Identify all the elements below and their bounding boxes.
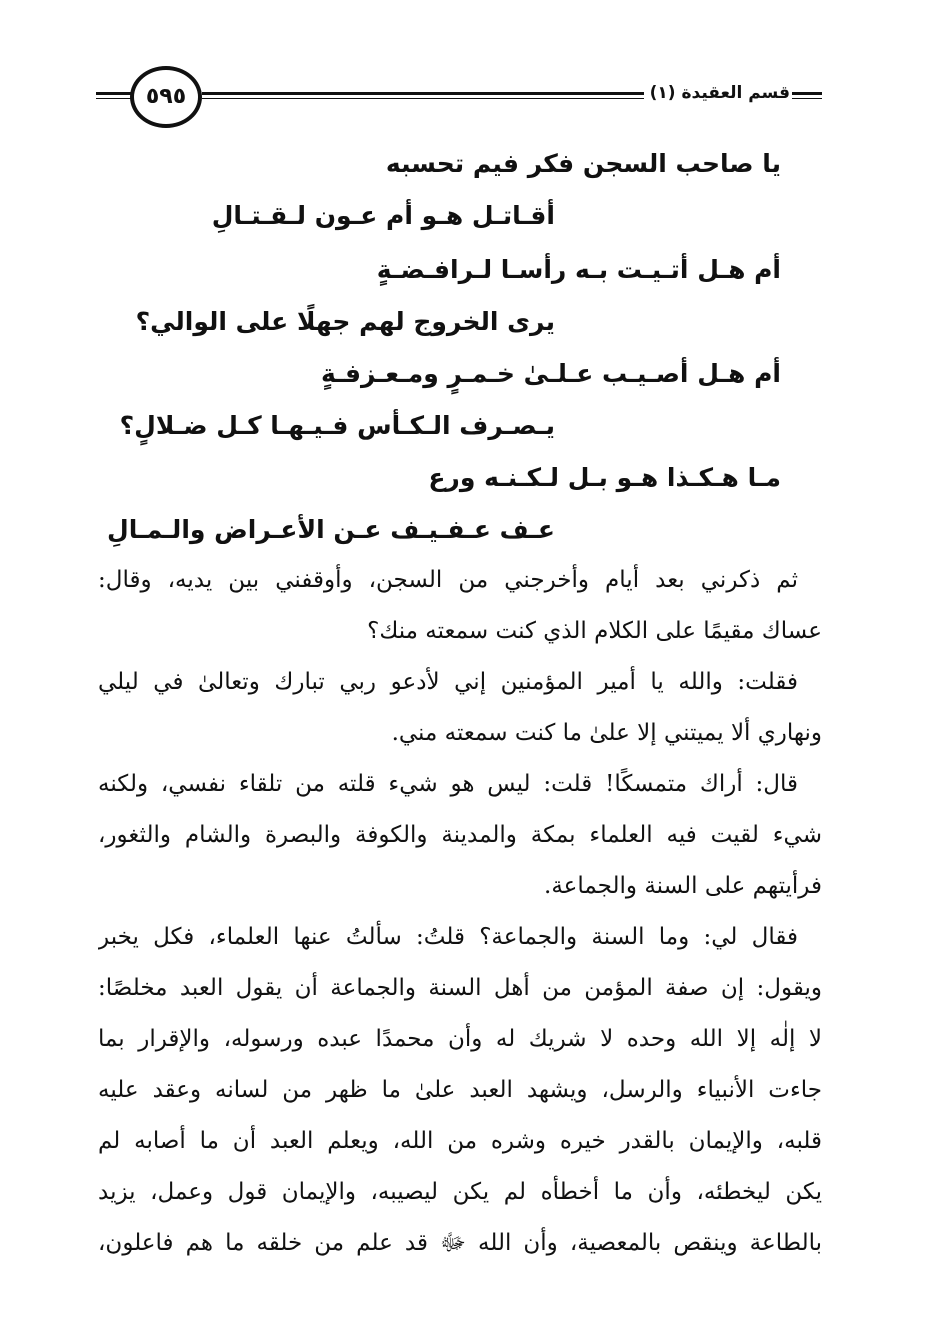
poem-line: يا صاحب السجن فكر فيم تحسبه xyxy=(385,149,781,178)
body-line: قلبه، والإيمان بالقدر خيره وشره من الله، ويعلم العبد أن ما أصابه لم xyxy=(98,1128,822,1154)
body-line: فرأيتهم على السنة والجماعة. xyxy=(544,873,822,899)
body-line: يكن ليخطئه، وأن ما أخطأه لم يكن ليصيبه، والإيمان قول وعمل، يزيد xyxy=(98,1179,822,1205)
body-line: شيء لقيت فيه العلماء بمكة والمدينة والكوفة والبصرة والشام والثغور، xyxy=(98,822,822,848)
poem-line: أم هـل أتـيـت بـه رأسـا لـرافـضـةٍ xyxy=(376,255,781,284)
body-line: ونهاري ألا يميتني إلا علىٰ ما كنت سمعته مني. xyxy=(391,720,822,746)
body-line: فقال لي: وما السنة والجماعة؟ قلتُ: سألتُ عنها العلماء، فكل يخبر xyxy=(98,924,798,950)
body-line: عساك مقيمًا على الكلام الذي كنت سمعته منك؟ xyxy=(367,618,822,644)
page-number-badge xyxy=(130,66,202,128)
running-title: قسم العقيدة (١) xyxy=(649,83,790,103)
poem-line: أقـاتـل هـو أم عـون لـقـتـالِ xyxy=(211,201,555,230)
poem-line: عـف عـفـيـف عـن الأعـراض والـمـالِ xyxy=(107,515,555,544)
body-line: قال: أراك متمسكًا! قلت: ليس هو شيء قلته من تلقاء نفسي، ولكنه xyxy=(98,771,798,797)
header-rule-middle xyxy=(202,92,644,99)
poem-line: أم هـل أصـيـب عـلـىٰ خـمـرٍ ومـعـزفـةٍ xyxy=(320,359,781,388)
body-line: فقلت: والله يا أمير المؤمنين إني لأدعو ربي تبارك وتعالىٰ في ليلي xyxy=(98,669,798,695)
body-line: لا إلٰه إلا الله وحده لا شريك له وأن محمدًا عبده ورسوله، والإقرار بما xyxy=(98,1026,822,1052)
body-line: بالطاعة وينقص بالمعصية، وأن الله ﷻ قد علم من خلقه ما هم فاعلون، xyxy=(98,1230,822,1256)
body-line: جاءت الأنبياء والرسل، ويشهد العبد علىٰ ما ظهر من لسانه وعقد عليه xyxy=(98,1077,822,1103)
poem-line: يـصـرف الـكـأس فـيـهـا كـل ضـلالٍ؟ xyxy=(119,411,555,440)
poem-line: يرى الخروج لهم جهلًا على الوالي؟ xyxy=(135,307,555,336)
page-number: ٥٩٥ xyxy=(145,84,187,109)
body-line: ثم ذكرني بعد أيام وأخرجني من السجن، وأوقفني بين يديه، وقال: xyxy=(98,567,798,593)
body-line: ويقول: إن صفة المؤمن من أهل السنة والجماعة أن يقول العبد مخلصًا: xyxy=(98,975,822,1001)
header-rule-right xyxy=(792,92,822,99)
poem-line: مـا هـكـذا هـو بـل لـكـنـه ورع xyxy=(428,463,781,492)
header-rule-left xyxy=(96,92,132,99)
